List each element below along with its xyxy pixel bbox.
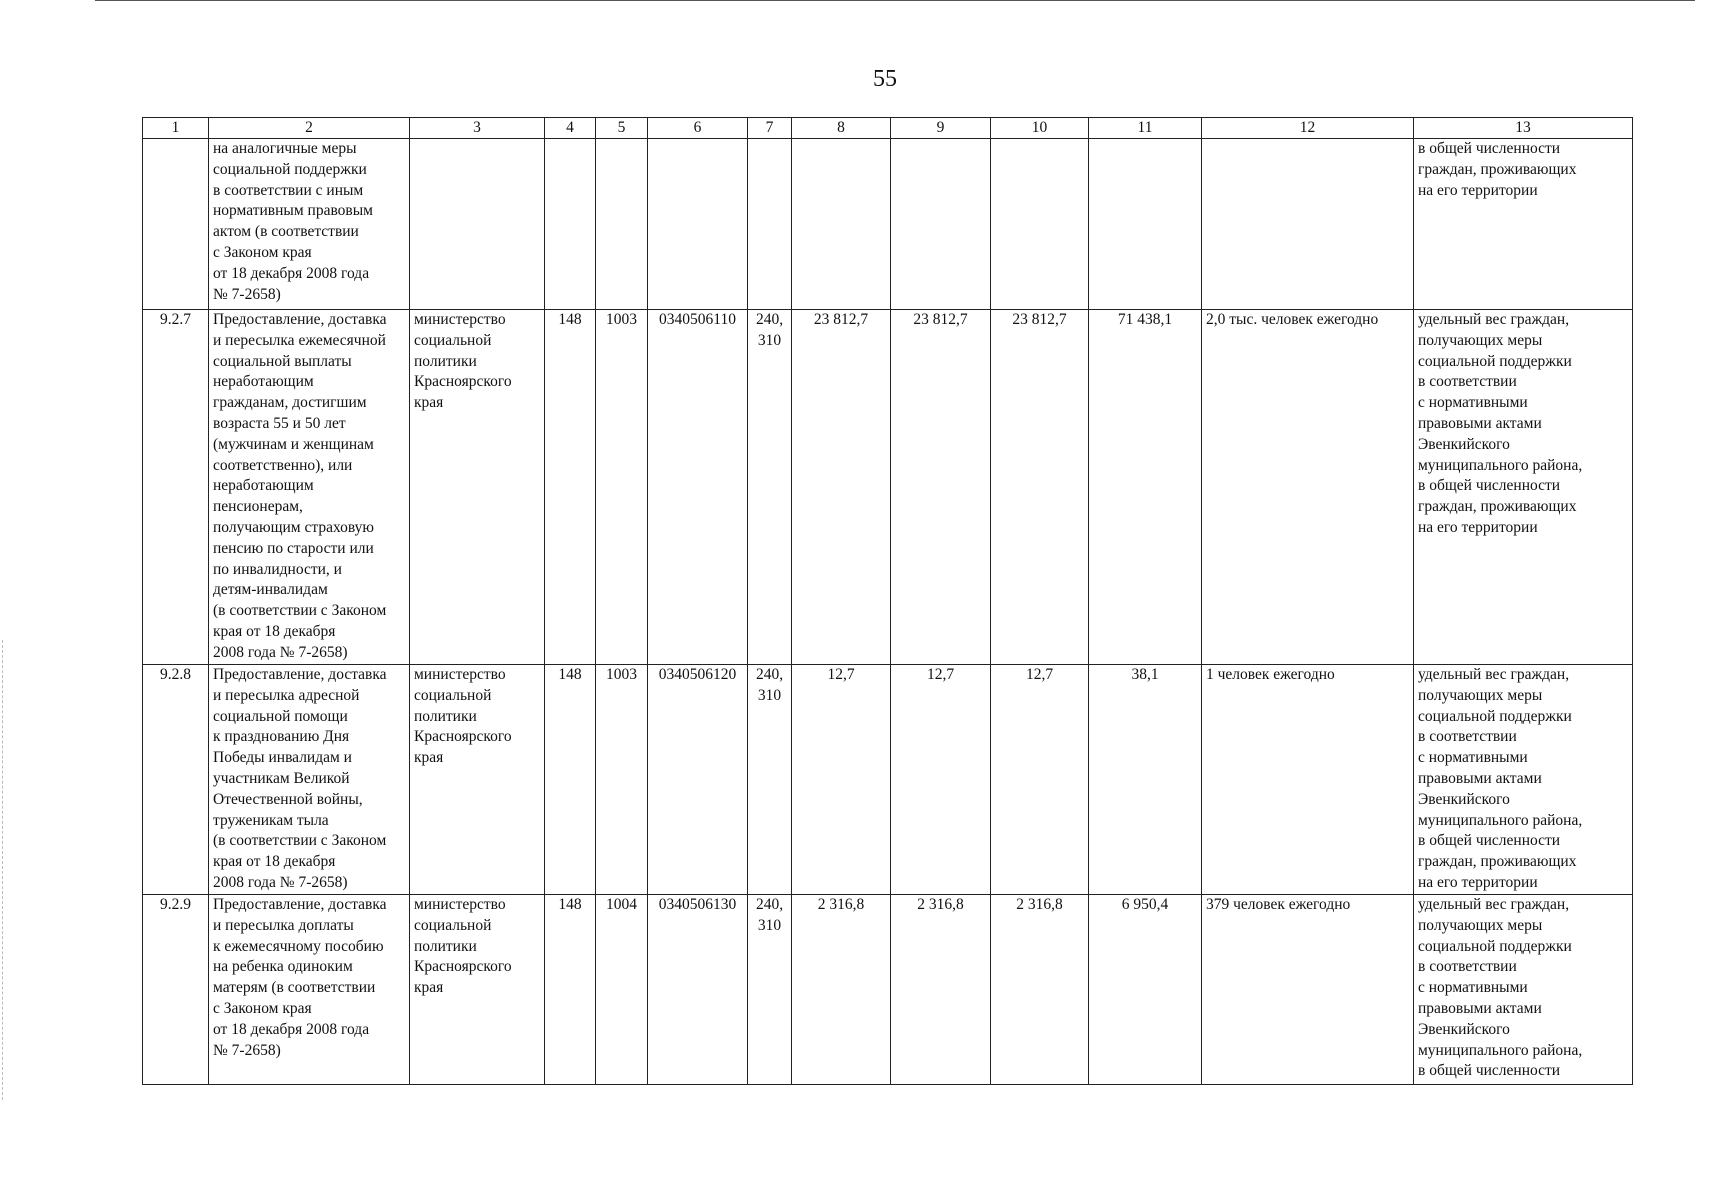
total-amount-cell: 71 438,1 <box>1089 310 1202 665</box>
target-article-cell: 0340506130 <box>648 895 748 1085</box>
year1-amount-cell <box>792 139 891 310</box>
expected-result-cell <box>1202 139 1414 310</box>
year2-amount-cell: 2 316,8 <box>891 895 991 1085</box>
column-header: 12 <box>1202 118 1414 139</box>
expense-type-cell <box>748 139 792 310</box>
row-number-cell <box>143 139 209 310</box>
column-header: 5 <box>596 118 648 139</box>
program-table <box>142 117 1633 1085</box>
row-number-cell: 9.2.7 <box>143 310 209 665</box>
indicator-cell: удельный вес граждан, получающих меры социальной поддержки в соответствии с нормативными правовыми актами Эвенкийского муниципального района, в общей численности граждан, проживающих на его территории <box>1414 665 1633 895</box>
expense-type-cell: 240, 310 <box>748 895 792 1085</box>
target-article-cell: 0340506120 <box>648 665 748 895</box>
page-number: 55 <box>873 66 897 92</box>
column-header: 11 <box>1089 118 1202 139</box>
year3-amount-cell: 23 812,7 <box>991 310 1089 665</box>
expected-result-cell: 2,0 тыс. человек ежегодно <box>1202 310 1414 665</box>
year3-amount-cell: 12,7 <box>991 665 1089 895</box>
administrator-cell: министерство социальной политики Красноярского края <box>410 895 545 1085</box>
year1-amount-cell: 2 316,8 <box>792 895 891 1085</box>
column-header: 1 <box>143 118 209 139</box>
table-row-9-2-8 <box>143 665 1633 895</box>
administrator-cell <box>410 139 545 310</box>
section-code-cell <box>596 139 648 310</box>
target-article-cell <box>648 139 748 310</box>
measure-name-cell: Предоставление, доставка и пересылка доплаты к ежемесячному пособию на ребенка одиноким матерям (в соответствии с Законом края от 18 декабря 2008 года № 7-2658) <box>209 895 410 1085</box>
measure-name-cell: Предоставление, доставка и пересылка адресной социальной помощи к празднованию Дня Победы инвалидам и участникам Великой Отечественной войны, труженикам тыла (в соответствии с Законом края от 18 декабря 2008 года № 7-2658) <box>209 665 410 895</box>
administrator-cell: министерство социальной политики Красноярского края <box>410 665 545 895</box>
expected-result-cell: 379 человек ежегодно <box>1202 895 1414 1085</box>
column-header: 6 <box>648 118 748 139</box>
grbs-code-cell <box>545 139 596 310</box>
row-number-cell: 9.2.9 <box>143 895 209 1085</box>
target-article-cell: 0340506110 <box>648 310 748 665</box>
column-header: 2 <box>209 118 410 139</box>
column-header: 4 <box>545 118 596 139</box>
column-header: 8 <box>792 118 891 139</box>
section-code-cell: 1004 <box>596 895 648 1085</box>
top-rule <box>95 0 1695 1</box>
column-header: 3 <box>410 118 545 139</box>
total-amount-cell: 6 950,4 <box>1089 895 1202 1085</box>
indicator-cell: удельный вес граждан, получающих меры социальной поддержки в соответствии с нормативными правовыми актами Эвенкийского муниципального района, в общей численности граждан, проживающих на его территории <box>1414 310 1633 665</box>
column-header: 13 <box>1414 118 1633 139</box>
column-header: 7 <box>748 118 792 139</box>
row-number-cell: 9.2.8 <box>143 665 209 895</box>
year2-amount-cell: 12,7 <box>891 665 991 895</box>
column-header: 10 <box>991 118 1089 139</box>
year3-amount-cell: 2 316,8 <box>991 895 1089 1085</box>
indicator-cell: в общей численности граждан, проживающих на его территории <box>1414 139 1633 310</box>
year3-amount-cell <box>991 139 1089 310</box>
grbs-code-cell: 148 <box>545 665 596 895</box>
expense-type-cell: 240, 310 <box>748 310 792 665</box>
year1-amount-cell: 12,7 <box>792 665 891 895</box>
table-row-continuation <box>143 139 1633 310</box>
measure-name-cell: Предоставление, доставка и пересылка ежемесячной социальной выплаты неработающим гражданам, достигшим возраста 55 и 50 лет (мужчинам и женщинам соответственно), или неработающим пенсионерам, получающим страховую пенсию по старости или по инвалидности, и детям-инвалидам (в соответствии с Законом края от 18 декабря 2008 года № 7-2658) <box>209 310 410 665</box>
indicator-cell: удельный вес граждан, получающих меры социальной поддержки в соответствии с нормативными правовыми актами Эвенкийского муниципального района, в общей численности <box>1414 895 1633 1085</box>
total-amount-cell: 38,1 <box>1089 665 1202 895</box>
year1-amount-cell: 23 812,7 <box>792 310 891 665</box>
expected-result-cell: 1 человек ежегодно <box>1202 665 1414 895</box>
column-header: 9 <box>891 118 991 139</box>
year2-amount-cell: 23 812,7 <box>891 310 991 665</box>
grbs-code-cell: 148 <box>545 310 596 665</box>
total-amount-cell <box>1089 139 1202 310</box>
section-code-cell: 1003 <box>596 665 648 895</box>
measure-name-cell: на аналогичные меры социальной поддержки в соответствии с иным нормативным правовым актом (в соответствии с Законом края от 18 декабря 2008 года № 7-2658) <box>209 139 410 310</box>
section-code-cell: 1003 <box>596 310 648 665</box>
table-row-9-2-7 <box>143 310 1633 665</box>
table-row-9-2-9 <box>143 895 1633 1085</box>
year2-amount-cell <box>891 139 991 310</box>
grbs-code-cell: 148 <box>545 895 596 1085</box>
header-row <box>143 118 1633 139</box>
binding-margin-marks <box>2 640 4 1100</box>
administrator-cell: министерство социальной политики Красноярского края <box>410 310 545 665</box>
expense-type-cell: 240, 310 <box>748 665 792 895</box>
